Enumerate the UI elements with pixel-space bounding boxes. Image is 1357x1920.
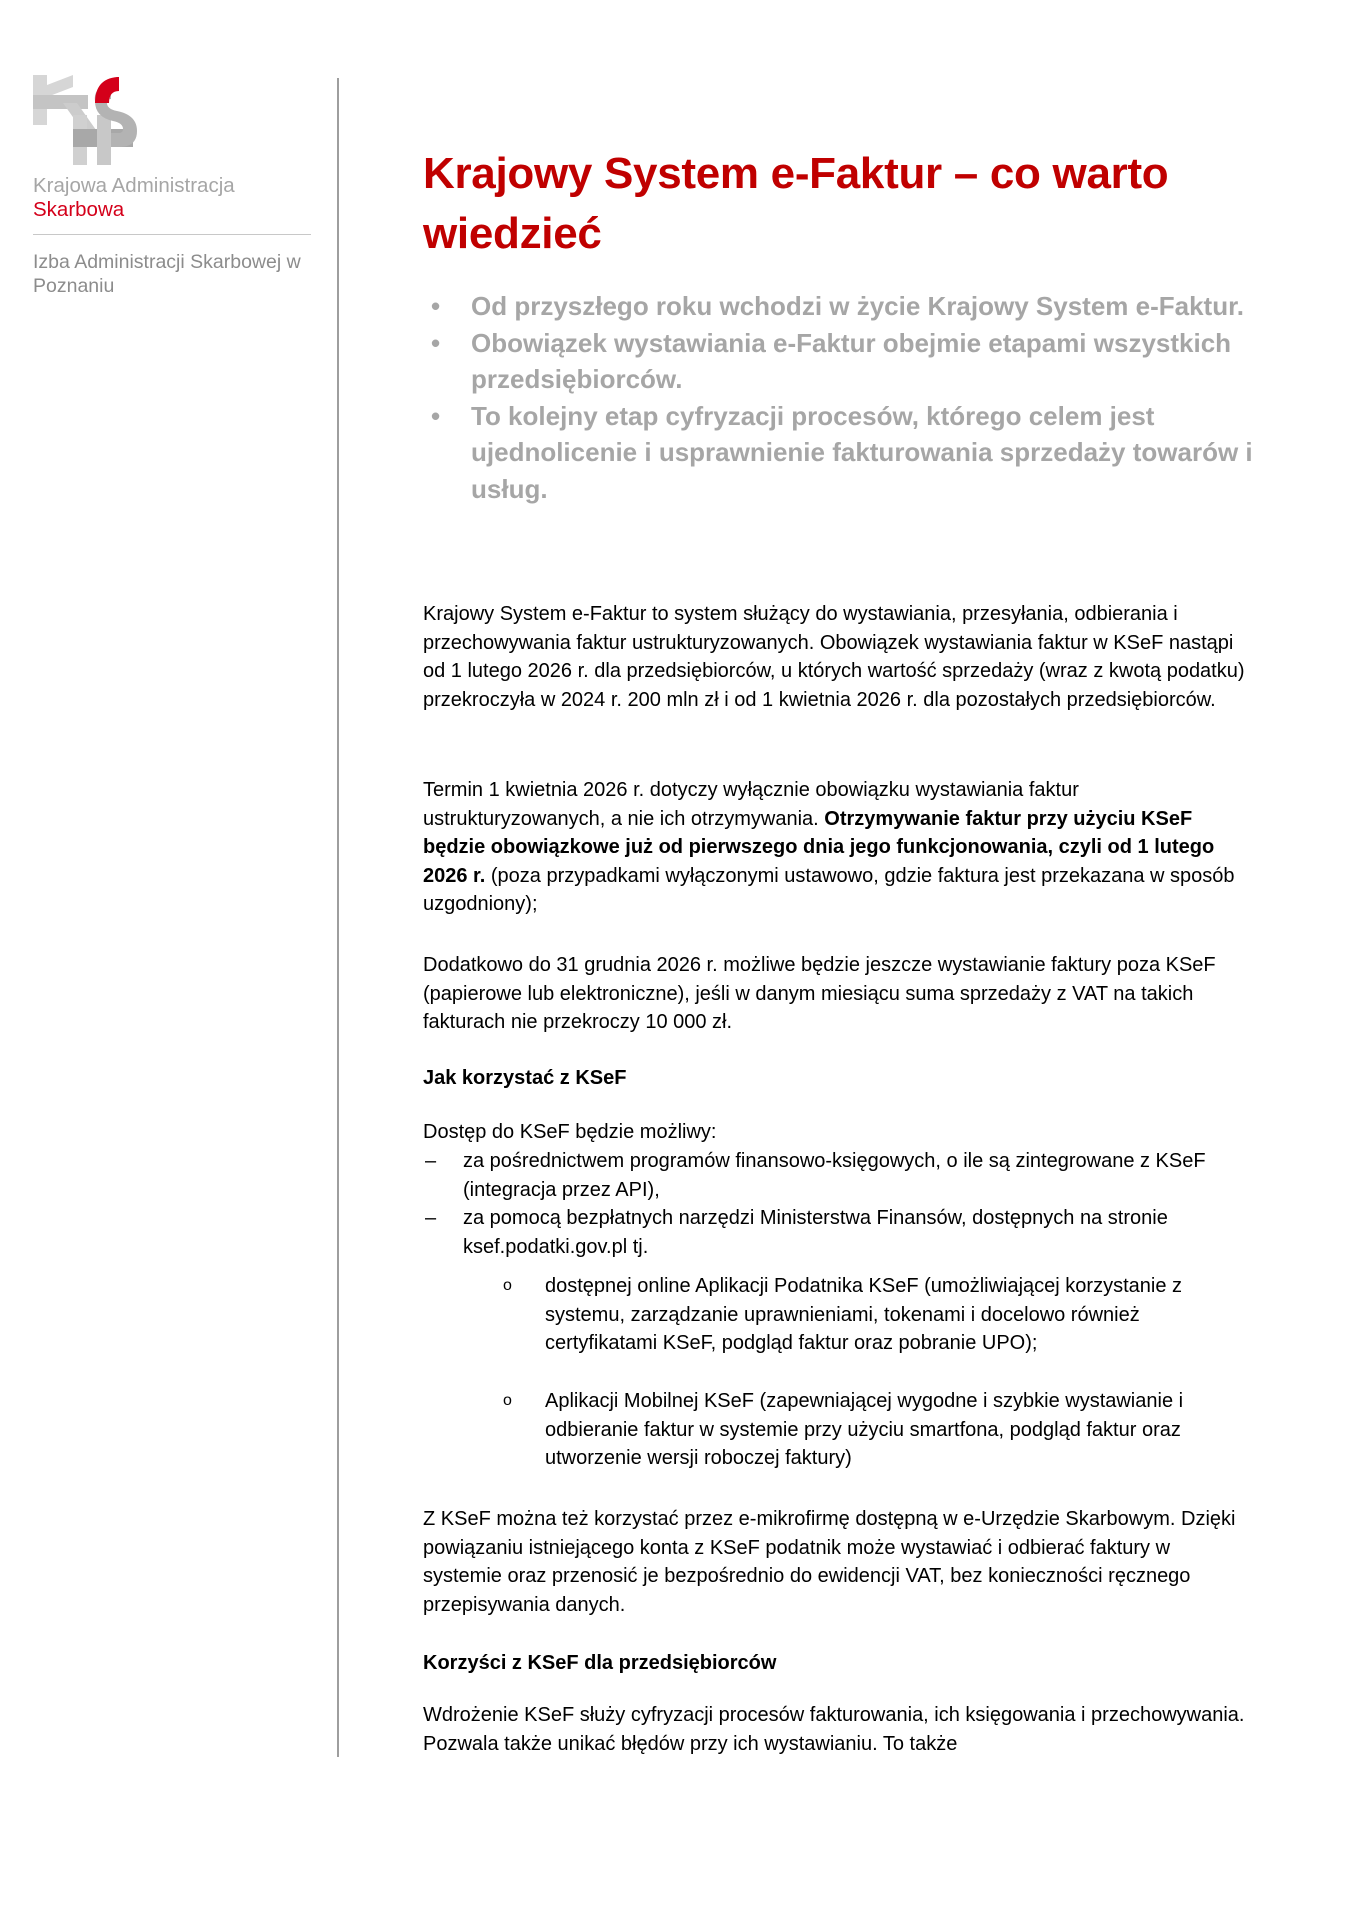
sidebar-divider	[33, 234, 311, 235]
dash-icon: –	[425, 1207, 437, 1229]
sub-list-text: Aplikacji Mobilnej KSeF (zapewniającej wygodne i szybkie wystawianie i odbieranie faktur w systemie przy użyciu smartfona, podgląd faktur oraz utworzenie wersji roboczej faktury)	[545, 1390, 1184, 1470]
circle-bullet-icon: o	[503, 1277, 512, 1294]
org-name-line1: Krajowa Administracja	[33, 174, 235, 197]
lead-bullet-text: To kolejny etap cyfryzacji procesów, którego celem jest ujednolicenie i usprawnienie fakturowania sprzedaży towarów i usług.	[471, 400, 1253, 504]
paragraph-e-mikrofirma: Z KSeF można też korzystać przez e-mikrofirmę dostępną w e-Urzędzie Skarbowym. Dzięki powiązaniu istniejącego konta z KSeF podatnik może wystawiać i odbierać faktury w systemie oraz przenosić je bezpośrednio do ewidencji VAT, bez konieczności ręcznego przepisywania danych.	[423, 1508, 1236, 1616]
dash-icon: –	[425, 1150, 437, 1172]
kas-logo	[33, 75, 151, 165]
dash-list-text: za pomocą bezpłatnych narzędzi Ministerstwa Finansów, dostępnych na stronie ksef.podatki.gov.pl tj.	[463, 1207, 1168, 1258]
paragraph-deadline	[423, 776, 1253, 919]
lead-bullet-item	[423, 288, 1253, 325]
paragraph-deadline-start: Termin 1 kwietnia 2026 r. dotyczy wyłącznie obowiązku wystawiania faktur ustrukturyzowanych, a nie ich otrzymywania.	[423, 779, 1079, 830]
paragraph-access: Dostęp do KSeF będzie możliwy:	[423, 1121, 717, 1143]
bullet-icon: •	[431, 327, 441, 358]
org-name-line2: Skarbowa	[33, 198, 125, 221]
dash-list-text: za pośrednictwem programów finansowo-księgowych, o ile są zintegrowane z KSeF (integracja przez API),	[463, 1150, 1206, 1201]
bullet-icon: •	[431, 400, 441, 431]
vertical-divider	[337, 78, 339, 1757]
paragraph-transition: Dodatkowo do 31 grudnia 2026 r. możliwe będzie jeszcze wystawianie faktury poza KSeF (papierowe lub elektroniczne), jeśli w danym miesiącu suma sprzedaży z VAT na takich fakturach nie przekroczy 10 000 zł.	[423, 954, 1216, 1034]
circle-bullet-icon: o	[503, 1392, 512, 1409]
paragraph-benefits: Wdrożenie KSeF służy cyfryzacji procesów fakturowania, ich księgowania i przechowywania. Pozwala także unikać błędów przy ich wystawianiu. To także	[423, 1704, 1245, 1755]
paragraph-deadline-bold: Otrzymywanie faktur przy użyciu KSeF będzie obowiązkowe już od pierwszego dnia jego funkcjonowania, czyli od 1 lutego 2026 r.	[423, 807, 1215, 887]
bullet-icon: •	[431, 291, 441, 321]
lead-bullet-text: Od przyszłego roku wchodzi w życie Krajowy System e-Faktur.	[471, 291, 1244, 321]
lead-bullet-item	[423, 398, 1253, 508]
paragraph-deadline-end: (poza przypadkami wyłączonymi ustawowo, gdzie faktura jest przekazana w sposób uzgodniony);	[423, 864, 1235, 916]
kas-logo-graphic	[33, 75, 151, 165]
lead-bullets	[423, 288, 1253, 507]
section-heading-how-to-use: Jak korzystać z KSeF	[423, 1067, 627, 1089]
section-heading-benefits: Korzyści z KSeF dla przedsiębiorców	[423, 1652, 777, 1674]
sub-list-text: dostępnej online Aplikacji Podatnika KSeF (umożliwiającej korzystanie z systemu, zarządzanie uprawnieniami, tokenami i docelowo również certyfikatami KSeF, podgląd faktur oraz pobranie UPO);	[545, 1275, 1182, 1355]
office-name: Izba Administracji Skarbowej w Poznaniu	[33, 251, 301, 297]
lead-bullet-item	[423, 325, 1253, 398]
paragraph-intro: Krajowy System e-Faktur to system służący do wystawiania, przesyłania, odbierania i przechowywania faktur ustrukturyzowanych. Obowiązek wystawiania faktur w KSeF nastąpi od 1 lutego 2026 r. dla przedsiębiorców, u których wartość sprzedaży (wraz z kwotą podatku) przekroczyła w 2024 r. 200 mln zł i od 1 kwietnia 2026 r. dla pozostałych przedsiębiorców.	[423, 603, 1245, 711]
lead-bullet-text: Obowiązek wystawiania e-Faktur obejmie etapami wszystkich przedsiębiorców.	[471, 327, 1232, 394]
document-title: Krajowy System e-Faktur – co warto wiedzieć	[423, 149, 1169, 258]
